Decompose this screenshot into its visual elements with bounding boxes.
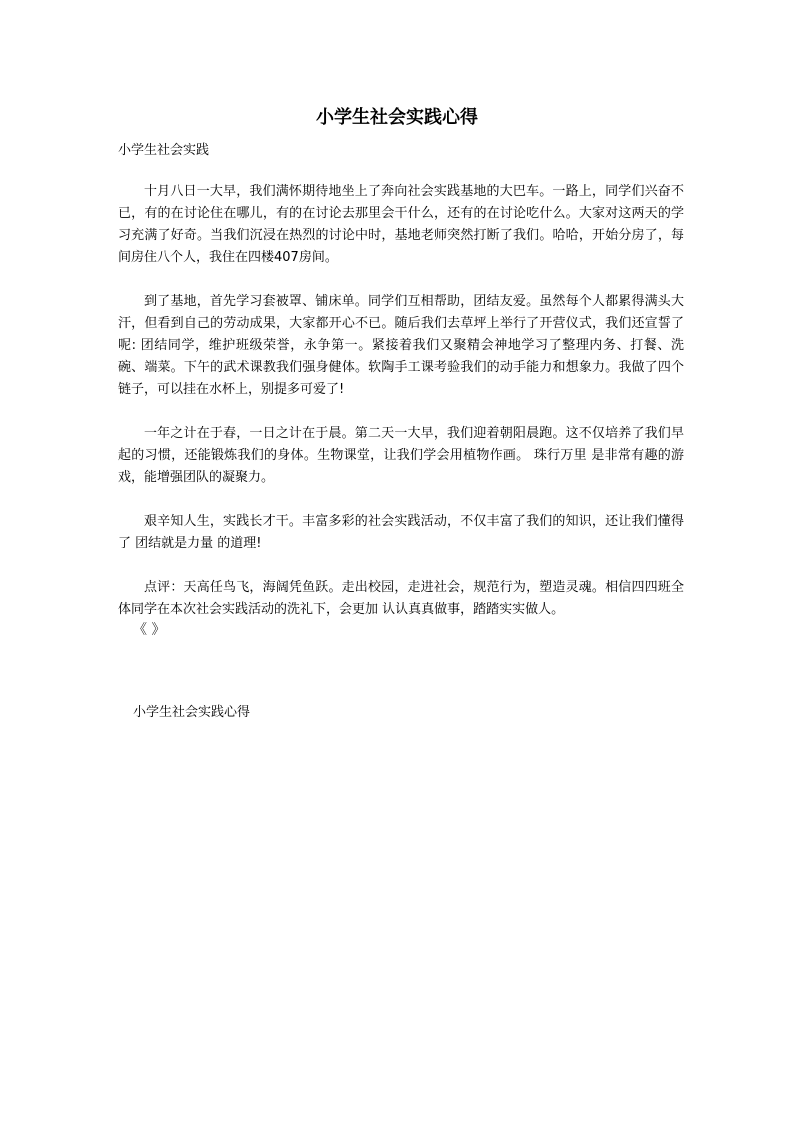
- paragraph-arrival: 到了基地，首先学习套被罩、铺床单。同学们互相帮助，团结友爱。虽然每个人都累得满头大汗，但看到自己的劳动成果，大家都开心不已。随后我们去草坪上举行了开营仪式，我们还宣誓了呢: 团结同学，维护班级荣誉，永争第一。紧接着我们又聚精会神地学习了整理内务、打餐、洗碗、端菜。下午的武术课教我们强身健体。软陶手工课考验我们的动手能力和想象力。我做了四个链子，可以挂在水杯上，别提多可爱了!: [118, 294, 684, 397]
- bracket-marks: 《 》: [133, 622, 166, 638]
- document-body: [118, 181, 684, 643]
- paragraph-second-day: 一年之计在于春，一日之计在于晨。第二天一大早，我们迎着朝阳晨跑。这不仅培养了我们早起的习惯，还能锻炼我们的身体。生物课堂，让我们学会用植物作画。 珠行万里 是非常有趣的游戏，能增强团队的凝聚力。: [118, 426, 684, 485]
- paragraph-conclusion: 艰辛知人生，实践长才干。丰富多彩的社会实践活动，不仅丰富了我们的知识，还让我们懂得了 团结就是力量 的道理!: [118, 514, 684, 551]
- document-title: 小学生社会实践心得: [316, 107, 478, 128]
- footer-title: 小学生社会实践心得: [133, 705, 251, 720]
- document-subtitle: 小学生社会实践: [118, 143, 210, 158]
- paragraph-comment: 点评：天高任鸟飞，海阔凭鱼跃。走出校园，走进社会，规范行为，塑造灵魂。相信四四班全体同学在本次社会实践活动的洗礼下，会更加 认认真真做事，踏踏实实做人。: [118, 580, 684, 617]
- paragraph-departure: 十月八日一大早，我们满怀期待地坐上了奔向社会实践基地的大巴车。一路上，同学们兴奋不已，有的在讨论住在哪儿，有的在讨论去那里会干什么，还有的在讨论吃什么。大家对这两天的学习充满了好奇。当我们沉浸在热烈的讨论中时，基地老师突然打断了我们。哈哈，开始分房了，每间房住八个人，我住在四楼407房间。: [118, 184, 684, 265]
